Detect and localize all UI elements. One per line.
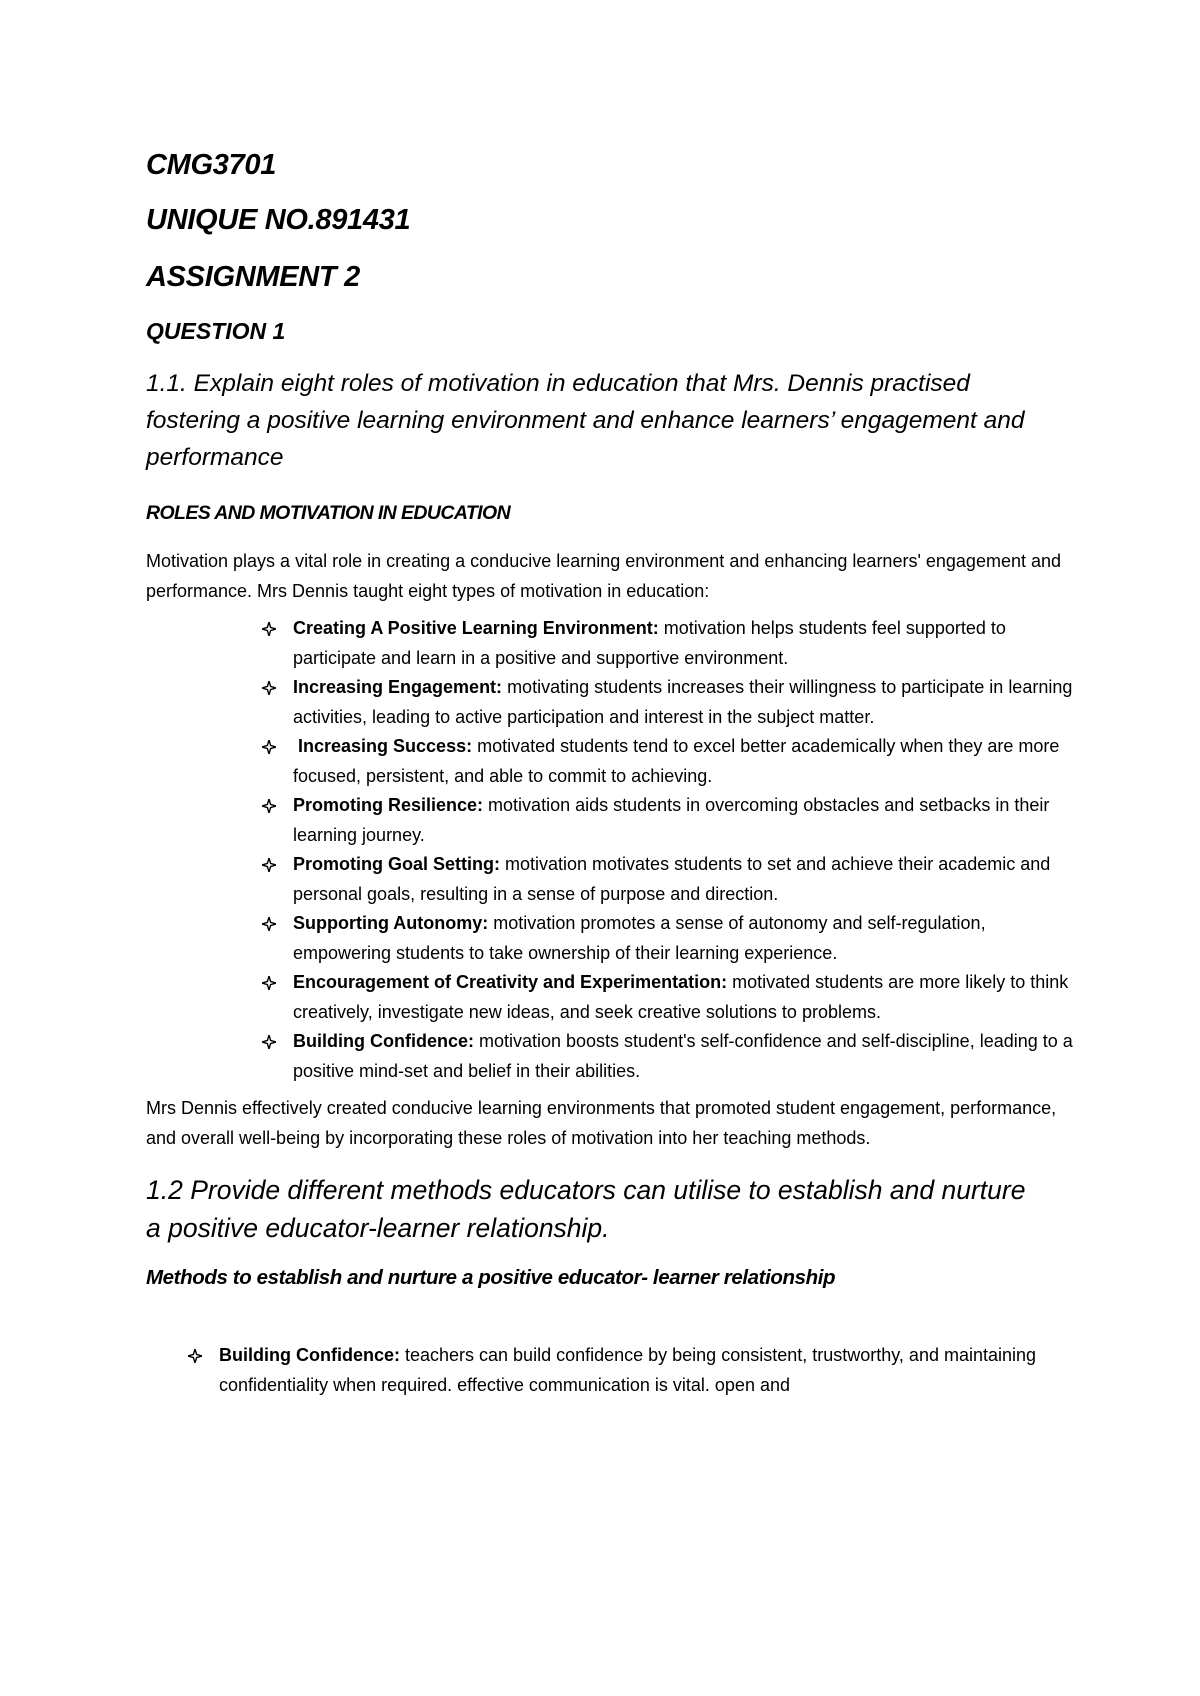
- list-item: [293, 673, 1083, 732]
- roles-list: [293, 614, 1083, 1086]
- diamond-bullet-icon: [259, 1027, 279, 1057]
- list-item: [293, 614, 1083, 673]
- conclusion-paragraph: Mrs Dennis effectively created conducive learning environments that promoted student engagement, performance, and overall well-being by incorporating these roles of motivation into her teaching methods.: [146, 1098, 1057, 1148]
- diamond-bullet-icon: [185, 1341, 205, 1371]
- course-code-heading: CMG3701: [146, 149, 277, 181]
- assignment-heading: ASSIGNMENT 2: [146, 261, 360, 293]
- diamond-bullet-icon: [259, 909, 279, 939]
- diamond-bullet-icon: [259, 673, 279, 703]
- list-item: [293, 732, 1083, 791]
- method-text: teachers can build confidence by being consistent, trustworthy, and maintaining confidentiality when required. effective communication is vital. open and: [219, 1345, 1037, 1395]
- unique-number-heading: UNIQUE NO.891431: [146, 204, 411, 236]
- question-1-2: 1.2 Provide different methods educators can utilise to establish and nurture a positive educator-learner relationship.: [146, 1175, 1026, 1243]
- intro-paragraph: Motivation plays a vital role in creating a conducive learning environment and enhancing learners' engagement and performance. Mrs Dennis taught eight types of motivation in education:: [146, 551, 1062, 601]
- question-heading: QUESTION 1: [146, 318, 286, 344]
- list-item: [293, 791, 1083, 850]
- section-methods-title: Methods to establish and nurture a positive educator- learner relationship: [146, 1266, 836, 1289]
- role-text: motivation motivates students to set and achieve their academic and personal goals, resulting in a sense of purpose and direction.: [293, 854, 1051, 904]
- role-term: Increasing Engagement:: [293, 677, 503, 697]
- role-term: Encouragement of Creativity and Experimentation:: [293, 972, 728, 992]
- diamond-bullet-icon: [259, 791, 279, 821]
- list-item: [293, 1027, 1083, 1086]
- diamond-bullet-icon: [259, 850, 279, 880]
- list-item: [293, 850, 1083, 909]
- methods-list: [219, 1341, 1069, 1400]
- question-1-1: 1.1. Explain eight roles of motivation in education that Mrs. Dennis practised fostering a positive learning environment and enhance learners’ engagement and performance: [146, 370, 1025, 471]
- section-roles-title: ROLES AND MOTIVATION IN EDUCATION: [146, 502, 511, 524]
- role-text: motivation boosts student's self-confidence and self-discipline, leading to a positive mind-set and belief in their abilities.: [293, 1031, 1073, 1081]
- diamond-bullet-icon: [259, 968, 279, 998]
- role-text: motivated students tend to excel better academically when they are more focused, persistent, and able to commit to achieving.: [293, 736, 1060, 786]
- role-text: motivation helps students feel supported to participate and learn in a positive and supportive environment.: [293, 618, 1006, 668]
- document-content: [146, 148, 1073, 1400]
- role-term: Promoting Goal Setting:: [293, 854, 500, 874]
- role-term: Creating A Positive Learning Environment:: [293, 618, 659, 638]
- list-item: [293, 968, 1083, 1027]
- role-text: motivated students are more likely to think creatively, investigate new ideas, and seek creative solutions to problems.: [293, 972, 1069, 1022]
- role-term: Promoting Resilience:: [293, 795, 484, 815]
- list-item: [293, 909, 1083, 968]
- role-term: Building Confidence:: [293, 1031, 474, 1051]
- diamond-bullet-icon: [259, 614, 279, 644]
- role-term: Supporting Autonomy:: [293, 913, 489, 933]
- role-text: motivation aids students in overcoming obstacles and setbacks in their learning journey.: [293, 795, 1050, 845]
- diamond-bullet-icon: [259, 732, 279, 762]
- role-text: motivating students increases their willingness to participate in learning activities, leading to active participation and interest in the subject matter.: [293, 677, 1073, 727]
- role-text: motivation promotes a sense of autonomy and self-regulation, empowering students to take ownership of their learning experience.: [293, 913, 986, 963]
- method-term: Building Confidence:: [219, 1345, 400, 1365]
- role-term: Increasing Success:: [293, 736, 473, 756]
- list-item: [219, 1341, 1069, 1400]
